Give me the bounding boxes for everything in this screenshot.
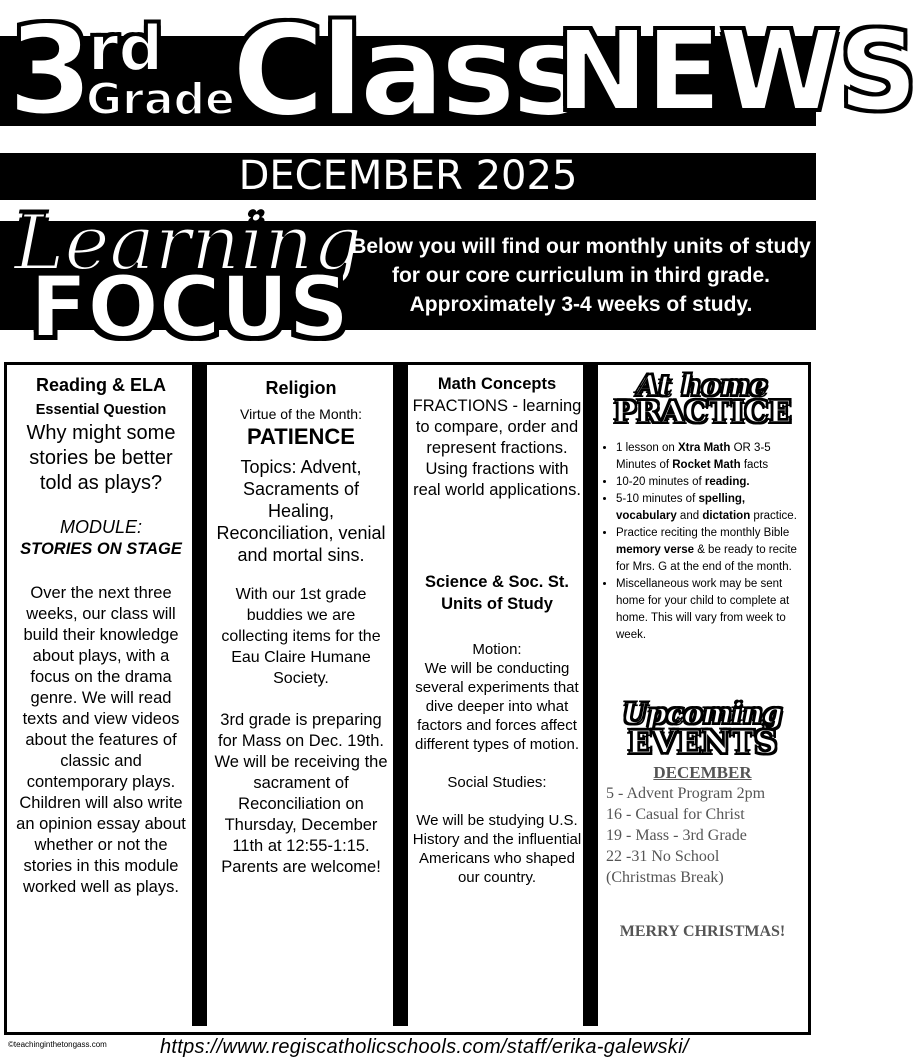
module-label: MODULE: bbox=[59, 517, 142, 537]
grade-word: Grade bbox=[86, 74, 235, 125]
social-studies-label: Social Studies: bbox=[447, 774, 547, 791]
closing-greeting: MERRY CHRISTMAS! bbox=[619, 923, 786, 940]
newsletter-month: DECEMBER 2025 bbox=[238, 153, 578, 199]
practice-list bbox=[600, 440, 805, 644]
practice-item: • 10-20 minutes of reading. bbox=[616, 474, 805, 491]
event-item: 5 - Advent Program 2pm bbox=[606, 785, 766, 802]
module-name: STORIES ON STAGE bbox=[20, 540, 182, 558]
column-divider bbox=[393, 362, 408, 1026]
buddies-text: With our 1st grade buddies we are collecting items for the Eau Claire Humane Society. bbox=[221, 586, 381, 687]
religion-topics: Topics: Advent, Sacraments of Healing, Reconciliation, venial and mortal sins. bbox=[216, 457, 386, 565]
essential-question-label: Essential Question bbox=[35, 402, 167, 418]
virtue-name: PATIENCE bbox=[247, 424, 355, 449]
event-item: 19 - Mass - 3rd Grade bbox=[606, 827, 747, 844]
news-word: NEWS bbox=[556, 7, 916, 135]
social-studies-body: We will be studying U.S. History and the influential Americans who shaped our country. bbox=[412, 812, 582, 886]
event-item: 22 -31 No School bbox=[606, 848, 720, 865]
reading-column bbox=[12, 372, 190, 898]
essential-question: Why might some stories be better told as plays? bbox=[26, 422, 176, 494]
event-item: (Christmas Break) bbox=[606, 869, 724, 886]
virtue-label: Virtue of the Month: bbox=[240, 406, 362, 422]
practice-title: PRACTICE bbox=[613, 395, 792, 430]
mass-text: 3rd grade is preparing for Mass on Dec. 19th. We will be receiving the sacrament of Reconciliation on Thursday, December 11th at 12:55-1:15. Parents are welcome! bbox=[214, 711, 388, 876]
grade-ordinal: rd bbox=[88, 12, 163, 85]
math-title: Math Concepts bbox=[437, 375, 557, 393]
column-divider bbox=[192, 362, 207, 1026]
focus-title: FOCUS bbox=[30, 258, 350, 356]
reading-body: Over the next three weeks, our class will build their knowledge about plays, with a focus on the drama genre. We will read texts and view videos about the features of classic and contemporary plays. Children will also write an opinion essay about whether or not the stories in this module worked well as plays. bbox=[16, 584, 186, 896]
practice-item: • 1 lesson on Xtra Math OR 3-5 Minutes of Rocket Math facts bbox=[616, 440, 805, 474]
practice-events-column bbox=[600, 369, 805, 942]
events-month: DECEMBER bbox=[653, 763, 752, 782]
column-divider bbox=[583, 362, 598, 1026]
math-body: FRACTIONS - learning to compare, order and represent fractions. Using fractions with real world applications. bbox=[412, 397, 582, 499]
science-title: Science & Soc. St. Units of Study bbox=[425, 573, 569, 613]
math-column bbox=[412, 372, 582, 887]
class-word: Class bbox=[232, 0, 583, 144]
practice-item: • 5-10 minutes of spelling, vocabulary and dictation practice. bbox=[616, 491, 805, 525]
practice-item: • Miscellaneous work may be sent home for your child to complete at home. This will vary from week to week. bbox=[616, 576, 805, 644]
at-home-title: At home bbox=[637, 369, 768, 402]
science-body: We will be conducting several experiments that dive deeper into what factors and forces affect different types of motion. bbox=[415, 660, 579, 753]
science-label: Motion: bbox=[472, 641, 522, 658]
religion-title: Religion bbox=[265, 378, 337, 398]
grade-number: 3 bbox=[8, 0, 93, 142]
event-item: 16 - Casual for Christ bbox=[606, 806, 745, 823]
footer-credit: ©teachinginthetongass.com bbox=[8, 1040, 107, 1049]
practice-item: • Practice reciting the monthly Bible memory verse & be ready to recite for Mrs. G at the end of the month. bbox=[616, 525, 805, 576]
upcoming-title: Upcoming bbox=[622, 697, 783, 730]
reading-title: Reading & ELA bbox=[35, 375, 166, 395]
events-title: EVENTS bbox=[627, 723, 778, 761]
teacher-page-link[interactable]: https://www.regiscatholicschools.com/staff/erika-galewski/ bbox=[160, 1036, 689, 1058]
religion-column bbox=[212, 372, 390, 878]
events-list bbox=[600, 783, 805, 888]
intro-text: Below you will find our monthly units of study for our core curriculum in third grade. Approximately 3-4 weeks of study. bbox=[351, 235, 811, 316]
learning-title: Learning bbox=[14, 198, 362, 287]
